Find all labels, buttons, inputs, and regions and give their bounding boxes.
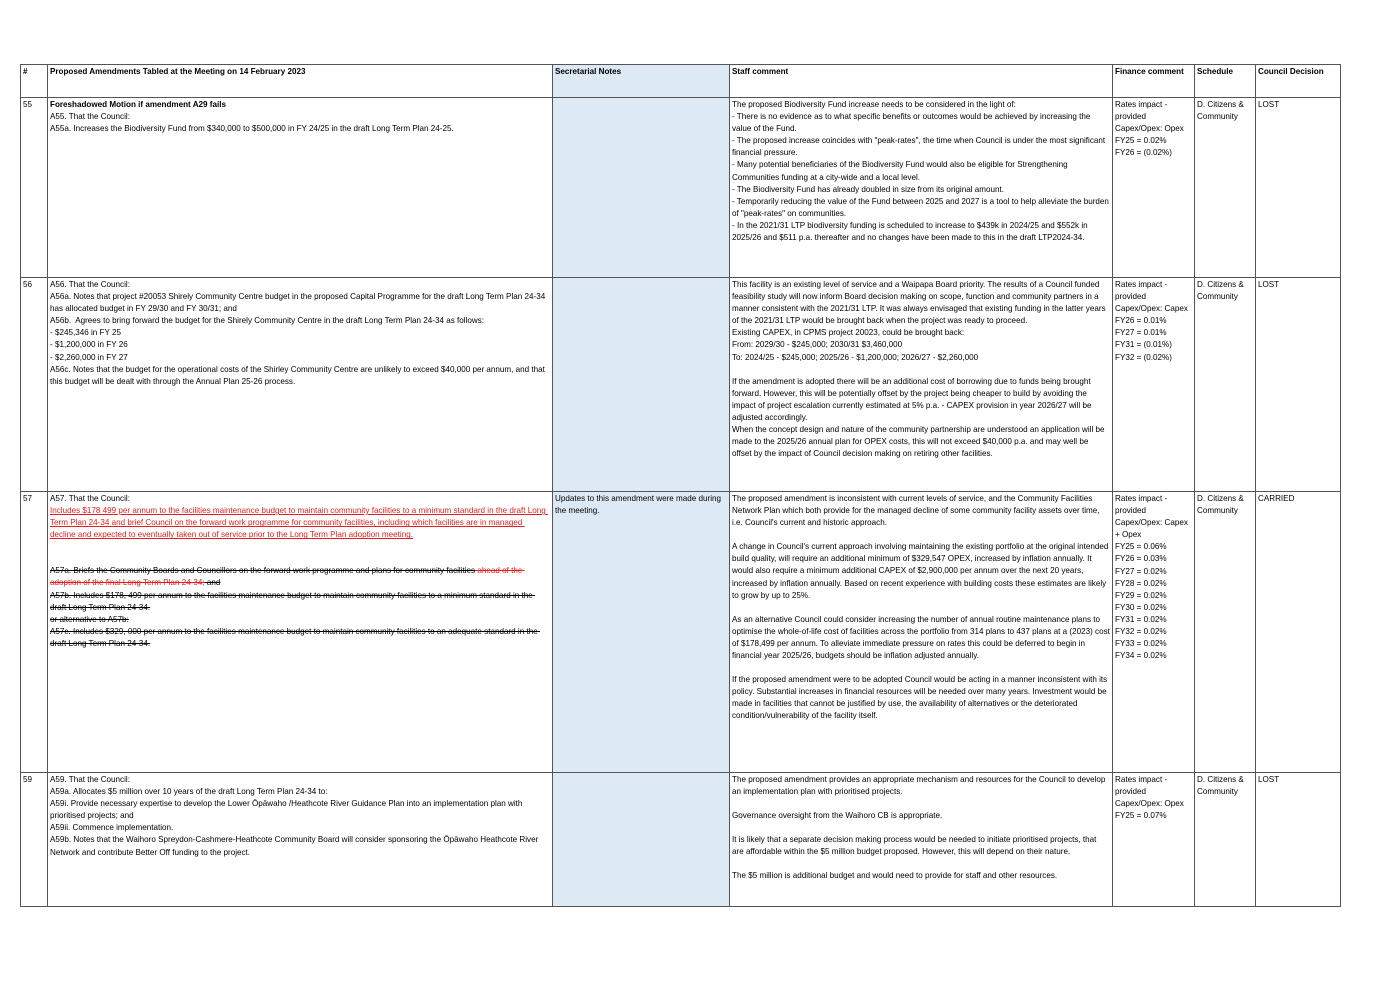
finance-line: Rates impact - provided xyxy=(1115,775,1170,797)
header-number: # xyxy=(21,65,48,98)
inserted-amendment-text: Includes $178 499 per annum to the facilities maintenance budget to maintain community facilities to a minimum standard in the draft Long Term Plan 24-34 and brief Council on the forward work programme for community facilities, including which facilities are in managed decline and expected to eventually taken out of service prior to the Long Term Plan adoption meeting. xyxy=(50,506,548,540)
finance-line: FY26 = 0.03% xyxy=(1115,554,1167,564)
finance-line: FY31 = (0.01%) xyxy=(1115,340,1172,350)
amendment-line: A56b. Agrees to bring forward the budget for the Shirely Community Centre in the draft Long Term Plan 24-34 as follows: xyxy=(50,316,484,326)
amendment-line: A59b. Notes that the Waihoro Spreydon-Cashmere-Heathcote Community Board will consider sponsoring the Ōpāwaho Heathcote River Network and contribute Better Off funding to the project. xyxy=(50,835,541,857)
finance-line: Capex/Opex: Capex + Opex xyxy=(1115,518,1191,540)
staff-line: - Many potential beneficiaries of the Biodiversity Fund would also be eligible for Strengthening Communities funding at a city-wide and a local level. xyxy=(732,160,1070,182)
red-struck-text: ahead of the adoption of the final Long Term Plan 24-34; xyxy=(50,566,525,588)
paragraph-gap xyxy=(50,553,550,565)
finance-line: FY31 = 0.02% xyxy=(1115,614,1167,624)
staff-line: If the proposed amendment were to be adopted Council would be acting in a manner inconsistent with its policy. Substantial increases in financial resources will be needed over many years. Investment would be made in facilities that cannot be justified by use, the availability of alternatives or the deteriorated condition/vulnerability of the facility itself. xyxy=(732,675,1110,721)
schedule-cell: D. Citizens & Community xyxy=(1195,98,1256,278)
staff-line: When the concept design and nature of the community partnership are understood an application will be made to the 2025/26 annual plan for OPEX costs, this will not exceed $40,000 p.a. and may well be offset by the impact of Council decision making on retiring other facilities. xyxy=(732,425,1107,459)
amendment-cell xyxy=(48,98,553,278)
struck-text: and xyxy=(204,578,221,588)
paragraph-gap xyxy=(732,858,1110,870)
header-council-decision: Council Decision xyxy=(1256,65,1341,98)
finance-line: Rates impact - provided xyxy=(1115,280,1170,302)
paragraph-gap xyxy=(50,541,550,553)
staff-line: This facility is an existing level of service and a Waipapa Board priority. The results of a Council funded feasibility study will now inform Board decision making on scope, function and community partners in a manner consistent with the 2021/31 LTP. It was always envisaged that existing funding in the latter years of the 2021/31 LTP would be brought back when the project was ready to proceed. xyxy=(732,280,1108,326)
header-finance-comment: Finance comment xyxy=(1113,65,1195,98)
header-amendment: Proposed Amendments Tabled at the Meeting on 14 February 2023 xyxy=(48,65,553,98)
schedule-cell: D. Citizens & Community xyxy=(1195,773,1256,907)
struck-amendment-a57b: A57b. Includes $178, 499 per annum to the facilities maintenance budget to maintain community facilities to a minimum standard in the draft Long Term Plan 24-34. xyxy=(50,590,535,612)
staff-line: As an alternative Council could consider increasing the number of annual routine maintenance plans to optimise the whole-of-life cost of facilities across the portfolio from 314 plans to 437 plans at a (2023) cost of $178,499 per annum. To alleviate immediate pressure on rates this could be deferred to begin in financial year 2025/26, budgets should be inflation adjusted annually. xyxy=(732,614,1113,661)
council-decision-cell: CARRIED xyxy=(1256,492,1341,773)
table-row xyxy=(21,492,1341,773)
amendment-line: - $2,260,000 in FY 27 xyxy=(50,352,128,362)
finance-line: FY33 = 0.02% xyxy=(1115,639,1167,649)
amendment-line: A57. That the Council: xyxy=(50,494,130,503)
staff-line: The proposed Biodiversity Fund increase needs to be considered in the light of: xyxy=(732,100,1016,109)
finance-line: FY25 = 0.06% xyxy=(1115,542,1167,552)
header-row xyxy=(21,65,1341,98)
finance-line: Rates impact - provided xyxy=(1115,100,1170,122)
amendment-line: - $245,346 in FY 25 xyxy=(50,328,121,338)
struck-alternative-note: or alternative to A57b: xyxy=(50,614,129,624)
finance-line: FY25 = 0.02% xyxy=(1115,136,1167,146)
staff-comment-cell xyxy=(730,98,1113,278)
header-schedule: Schedule xyxy=(1195,65,1256,98)
staff-line: The proposed amendment is inconsistent with current levels of service, and the Community Facilities Network Plan which both provide for the managed decline of some community facility assets over time, i.e. Council's current and historic approach. xyxy=(732,494,1102,528)
finance-line: FY29 = 0.02% xyxy=(1115,590,1167,600)
struck-text: A57a. Briefs the Community Boards and Councillors on the forward work programme and plans for community facilities xyxy=(50,566,476,576)
finance-line: FY28 = 0.02% xyxy=(1115,578,1167,588)
row-number: 59 xyxy=(21,773,48,907)
schedule-cell: D. Citizens & Community xyxy=(1195,492,1256,773)
paragraph-gap xyxy=(732,364,1110,376)
staff-line: - There is no evidence as to what specific benefits or outcomes would be achieved by increasing the value of the Fund. xyxy=(732,112,1093,134)
finance-line: FY25 = 0.07% xyxy=(1115,811,1167,821)
amendment-line: A59. That the Council: xyxy=(50,775,130,784)
row-number: 57 xyxy=(21,492,48,773)
paragraph-gap xyxy=(732,798,1110,810)
paragraph-gap xyxy=(732,529,1110,541)
amendment-cell xyxy=(48,773,553,907)
amendment-line: A59i. Provide necessary expertise to develop the Lower Ōpāwaho /Heathcote River Guidance Plan into an implementation plan with prioritised projects; and xyxy=(50,799,525,821)
amendment-line: A56a. Notes that project #20053 Shirely Community Centre budget in the proposed Capital Programme for the draft Long Term Plan 24-34 has allocated budget in FY 29/30 and FY 30/31; and xyxy=(50,292,548,314)
staff-comment-cell xyxy=(730,278,1113,492)
staff-line: Existing CAPEX, in CPMS project 20023, could be brought back: xyxy=(732,328,965,338)
amendments-table xyxy=(20,64,1341,907)
struck-amendment-a57c: A57c. Includes $329, 000 per annum to the facilities maintenance budget to maintain community facilities to an adequate standard in the draft Long Term Plan 24-34. xyxy=(50,626,540,648)
finance-line: Capex/Opex: Capex xyxy=(1115,304,1188,314)
finance-comment-cell xyxy=(1113,492,1195,773)
paragraph-gap xyxy=(732,822,1110,834)
staff-line: - In the 2021/31 LTP biodiversity funding is scheduled to increase to $439k in 2024/25 and $552k in 2025/26 and $511 p.a. thereafter and no changes have been made to this in the draft LTP2024-34. xyxy=(732,220,1090,243)
finance-line: Rates impact - provided xyxy=(1115,494,1170,516)
table-row xyxy=(21,278,1341,492)
finance-line: Capex/Opex: Opex xyxy=(1115,799,1184,809)
finance-line: FY32 = 0.02% xyxy=(1115,627,1167,637)
staff-line: - The proposed increase coincides with "peak-rates", the time when Council is under the most significant financial pressure. xyxy=(732,136,1108,158)
secretarial-notes-cell xyxy=(553,773,730,907)
header-secretarial-notes: Secretarial Notes xyxy=(553,65,730,98)
finance-line: FY26 = (0.02%) xyxy=(1115,148,1172,158)
staff-line: Governance oversight from the Waihoro CB is appropriate. xyxy=(732,811,943,821)
amendment-line: A56. That the Council: xyxy=(50,280,130,289)
staff-comment-cell xyxy=(730,492,1113,773)
amendment-line: - $1,200,000 in FY 26 xyxy=(50,340,128,350)
staff-line: - The Biodiversity Fund has already doubled in size from its original amount. xyxy=(732,184,1005,194)
staff-line: The $5 million is additional budget and would need to provide for staff and other resources. xyxy=(732,871,1058,881)
staff-line: From: 2029/30 - $245,000; 2030/31 $3,460,000 xyxy=(732,340,903,350)
secretarial-notes-cell: Updates to this amendment were made during the meeting. xyxy=(553,492,730,773)
amendment-line: A55. That the Council: xyxy=(50,112,130,122)
table-row xyxy=(21,773,1341,907)
finance-line: FY30 = 0.02% xyxy=(1115,602,1167,612)
staff-line: To: 2024/25 - $245,000; 2025/26 - $1,200,000; 2026/27 - $2,260,000 xyxy=(732,352,979,362)
finance-line: FY27 = 0.02% xyxy=(1115,566,1167,576)
finance-line: FY34 = 0.02% xyxy=(1115,651,1167,661)
council-decision-cell: LOST xyxy=(1256,98,1341,278)
amendment-line: A59ii. Commence implementation. xyxy=(50,823,174,833)
amendment-cell xyxy=(48,278,553,492)
council-decision-cell: LOST xyxy=(1256,278,1341,492)
paragraph-gap xyxy=(732,662,1110,674)
table-row xyxy=(21,98,1341,278)
staff-line: It is likely that a separate decision making process would be needed to initiate prioritised projects, that are affordable within the $5 million budget proposed. However, this will depend on their nature. xyxy=(732,835,1099,857)
schedule-cell: D. Citizens & Community xyxy=(1195,278,1256,492)
staff-comment-cell xyxy=(730,773,1113,907)
finance-line: FY26 = 0.01% xyxy=(1115,316,1167,326)
finance-line: FY32 = (0.02%) xyxy=(1115,352,1172,362)
finance-line: Capex/Opex: Opex xyxy=(1115,124,1184,134)
struck-amendment-a57a xyxy=(50,565,550,589)
staff-line: - Temporarily reducing the value of the Fund between 2025 and 2027 is a tool to help alleviate the burden of "peak-rates" on communities. xyxy=(732,196,1112,218)
council-decision-cell: LOST xyxy=(1256,773,1341,907)
staff-line: A change in Council's current approach involving maintaining the existing portfolio at the original intended build quality, will require an additional minimum of $329,547 OPEX, increased by inflation annually. It would also require a minimum additional CAPEX of $2,900,000 per annum over the next 20 years, increased by inflation annually. Based on recent experience with building costs these estimates are likely to grow by up to 25%. xyxy=(732,542,1111,600)
amendment-line: A55a. Increases the Biodiversity Fund from $340,000 to $500,000 in FY 24/25 in the draft Long Term Plan 24-25. xyxy=(50,124,454,134)
finance-comment-cell xyxy=(1113,773,1195,907)
secretarial-notes-cell xyxy=(553,278,730,492)
row-number: 55 xyxy=(21,98,48,278)
amendment-line: A56c. Notes that the budget for the operational costs of the Shirley Community Centre are unlikely to exceed $40,000 per annum, and that this budget will be dealt with through the Annual Plan 25-26 process. xyxy=(50,364,548,386)
row-number: 56 xyxy=(21,278,48,492)
staff-line: If the amendment is adopted there will be an additional cost of borrowing due to funds being brought forward. However, this will be potentially offset by the project being cheaper to build by avoiding the impact of project escalation currently estimated at 5% p.a. - CAPEX provision in year 2026/27 will be adjusted accordingly. xyxy=(732,376,1094,422)
amendment-cell xyxy=(48,492,553,773)
paragraph-gap xyxy=(732,602,1110,614)
finance-comment-cell xyxy=(1113,98,1195,278)
amendment-heading: Foreshadowed Motion if amendment A29 fails xyxy=(50,100,226,109)
staff-line: The proposed amendment provides an appropriate mechanism and resources for the Council to develop an implementation plan with prioritised projects. xyxy=(732,775,1108,797)
amendment-line: A59a. Allocates $5 million over 10 years of the draft Long Term Plan 24-34 to: xyxy=(50,787,328,797)
header-staff-comment: Staff comment xyxy=(730,65,1113,98)
secretarial-notes-cell xyxy=(553,98,730,278)
finance-line: FY27 = 0.01% xyxy=(1115,328,1167,338)
finance-comment-cell xyxy=(1113,278,1195,492)
